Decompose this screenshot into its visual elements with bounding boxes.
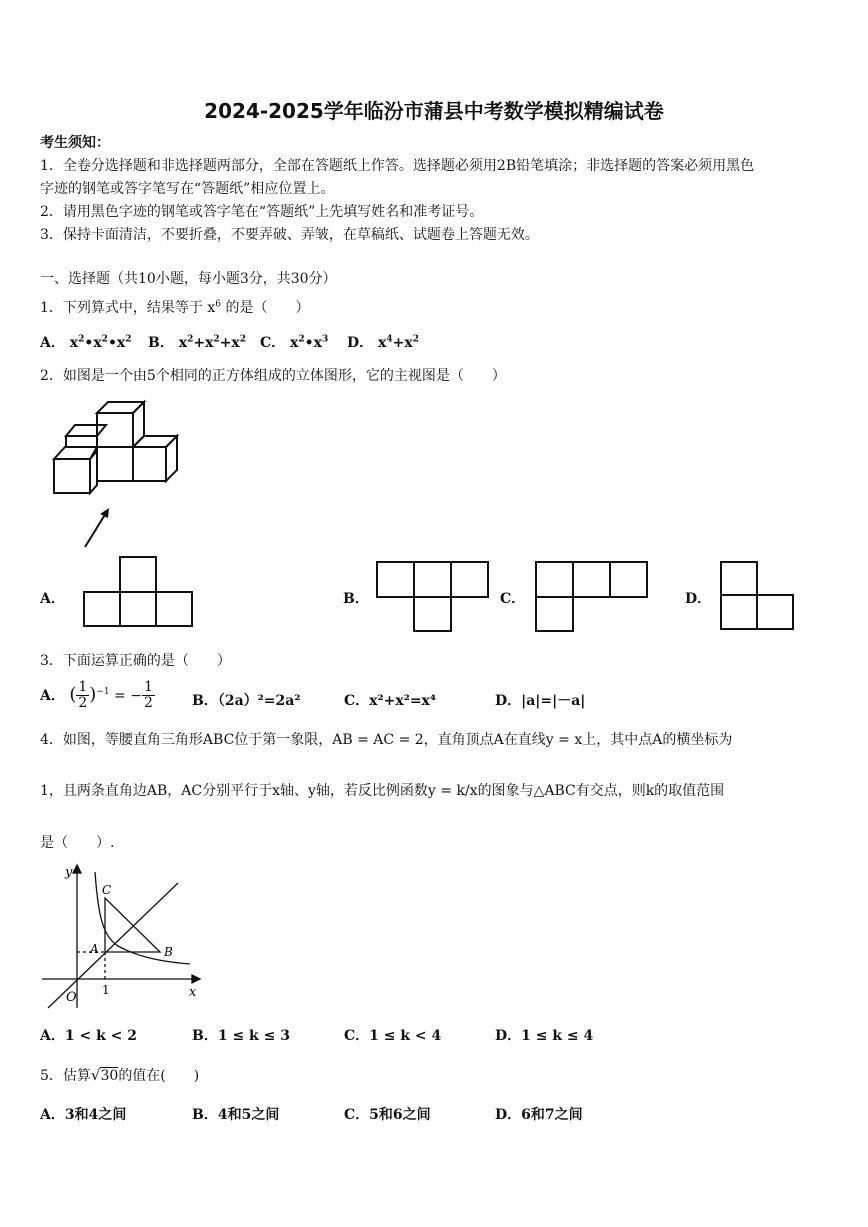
q3-option-c: C．x²+x²=x⁴ bbox=[344, 693, 437, 709]
cube-solid-figure bbox=[40, 395, 190, 555]
q1-option-c: C． $x^2•x^3$ bbox=[260, 334, 329, 351]
q4-point-a-label: A bbox=[90, 942, 99, 956]
question-1-stem: 1．下列算式中，结果等于 $x^6$ 的是（ ） bbox=[40, 299, 310, 316]
question-5-stem: 5．估算√30的值在( ) bbox=[40, 1066, 200, 1084]
q4-tick-1-label: 1 bbox=[102, 983, 110, 997]
q4-option-c: C．1 ≤ k < 4 bbox=[344, 1028, 442, 1044]
notice-item-3: 3．保持卡面清洁，不要折叠，不要弄破、弄皱，在草稿纸、试题卷上答题无效。 bbox=[40, 227, 539, 243]
q2-option-c-figure bbox=[535, 561, 649, 633]
q2-option-c-label: C． bbox=[500, 591, 526, 607]
q4-point-b-label: B bbox=[164, 945, 173, 959]
question-4-line-3: 是（ ）. bbox=[40, 835, 115, 851]
q2-option-a-label: A． bbox=[40, 591, 65, 607]
notice-item-1: 1．全卷分选择题和非选择题两部分，全部在答题纸上作答。选择题必须用2B铅笔填涂；非选择题的答案必须用黑色 bbox=[40, 158, 755, 174]
notice-item-2: 2．请用黑色字迹的钢笔或答字笔在“答题纸”上先填写姓名和准考证号。 bbox=[40, 204, 484, 220]
question-3-stem: 3．下面运算正确的是（ ） bbox=[40, 653, 231, 669]
q1-option-a: A． $x^2•x^2•x^2$ bbox=[40, 334, 132, 351]
q4-option-b: B．1 ≤ k ≤ 3 bbox=[192, 1028, 290, 1044]
q5-option-d: D．6和7之间 bbox=[495, 1107, 583, 1123]
q2-option-a-figure bbox=[83, 556, 195, 628]
q4-x-axis-label: x bbox=[189, 985, 197, 1000]
q2-option-d-label: D． bbox=[685, 591, 712, 607]
section-heading: 一、选择题（共10小题，每小题3分，共30分） bbox=[40, 271, 337, 287]
q4-option-a: A．1 < k < 2 bbox=[40, 1028, 138, 1044]
page-title: 2024-2025学年临汾市蒲县中考数学模拟精编试卷 bbox=[204, 99, 664, 123]
question-4-line-2: 1，且两条直角边AB，AC分别平行于x轴、y轴，若反比例函数y = k/x的图象与△ABC有交点，则k的取值范围 bbox=[40, 783, 725, 799]
q1-option-d: D． $x^4+x^2$ bbox=[347, 334, 419, 351]
q2-option-d-figure bbox=[720, 561, 796, 633]
notice-heading: 考生须知： bbox=[40, 135, 110, 151]
question-4-line-1: 4．如图，等腰直角三角形ABC位于第一象限，AB = AC = 2，直角顶点A在直线y = x上，其中点A的横坐标为 bbox=[40, 732, 733, 748]
q5-option-b: B．4和5之间 bbox=[192, 1107, 280, 1123]
q4-option-d: D．1 ≤ k ≤ 4 bbox=[495, 1028, 594, 1044]
q1-option-b: B． $x^2+x^2+x^2$ bbox=[148, 334, 247, 351]
q2-option-b-figure bbox=[376, 561, 490, 633]
q5-option-a: A．3和4之间 bbox=[40, 1107, 127, 1123]
q3-option-a: A． ( $\frac{1}{2}$ )$^{-1}$ = − $\frac{1}{2}$ bbox=[40, 679, 153, 712]
notice-item-1-cont: 字迹的钢笔或答字笔写在“答题纸”相应位置上。 bbox=[40, 181, 335, 197]
q5-option-c: C．5和6之间 bbox=[344, 1107, 431, 1123]
q3-option-d: D．|a|=|－a| bbox=[495, 693, 586, 709]
q4-origin-label: O bbox=[66, 990, 77, 1005]
q4-point-c-label: C bbox=[102, 883, 112, 897]
q4-y-axis-label: y bbox=[65, 865, 73, 880]
q4-coordinate-figure bbox=[40, 858, 210, 1008]
q2-option-b-label: B． bbox=[343, 591, 369, 607]
question-2-stem: 2．如图是一个由5个相同的正方体组成的立体图形，它的主视图是（ ） bbox=[40, 368, 506, 384]
q3-option-b: B．（2a）²=2a² bbox=[192, 693, 301, 709]
